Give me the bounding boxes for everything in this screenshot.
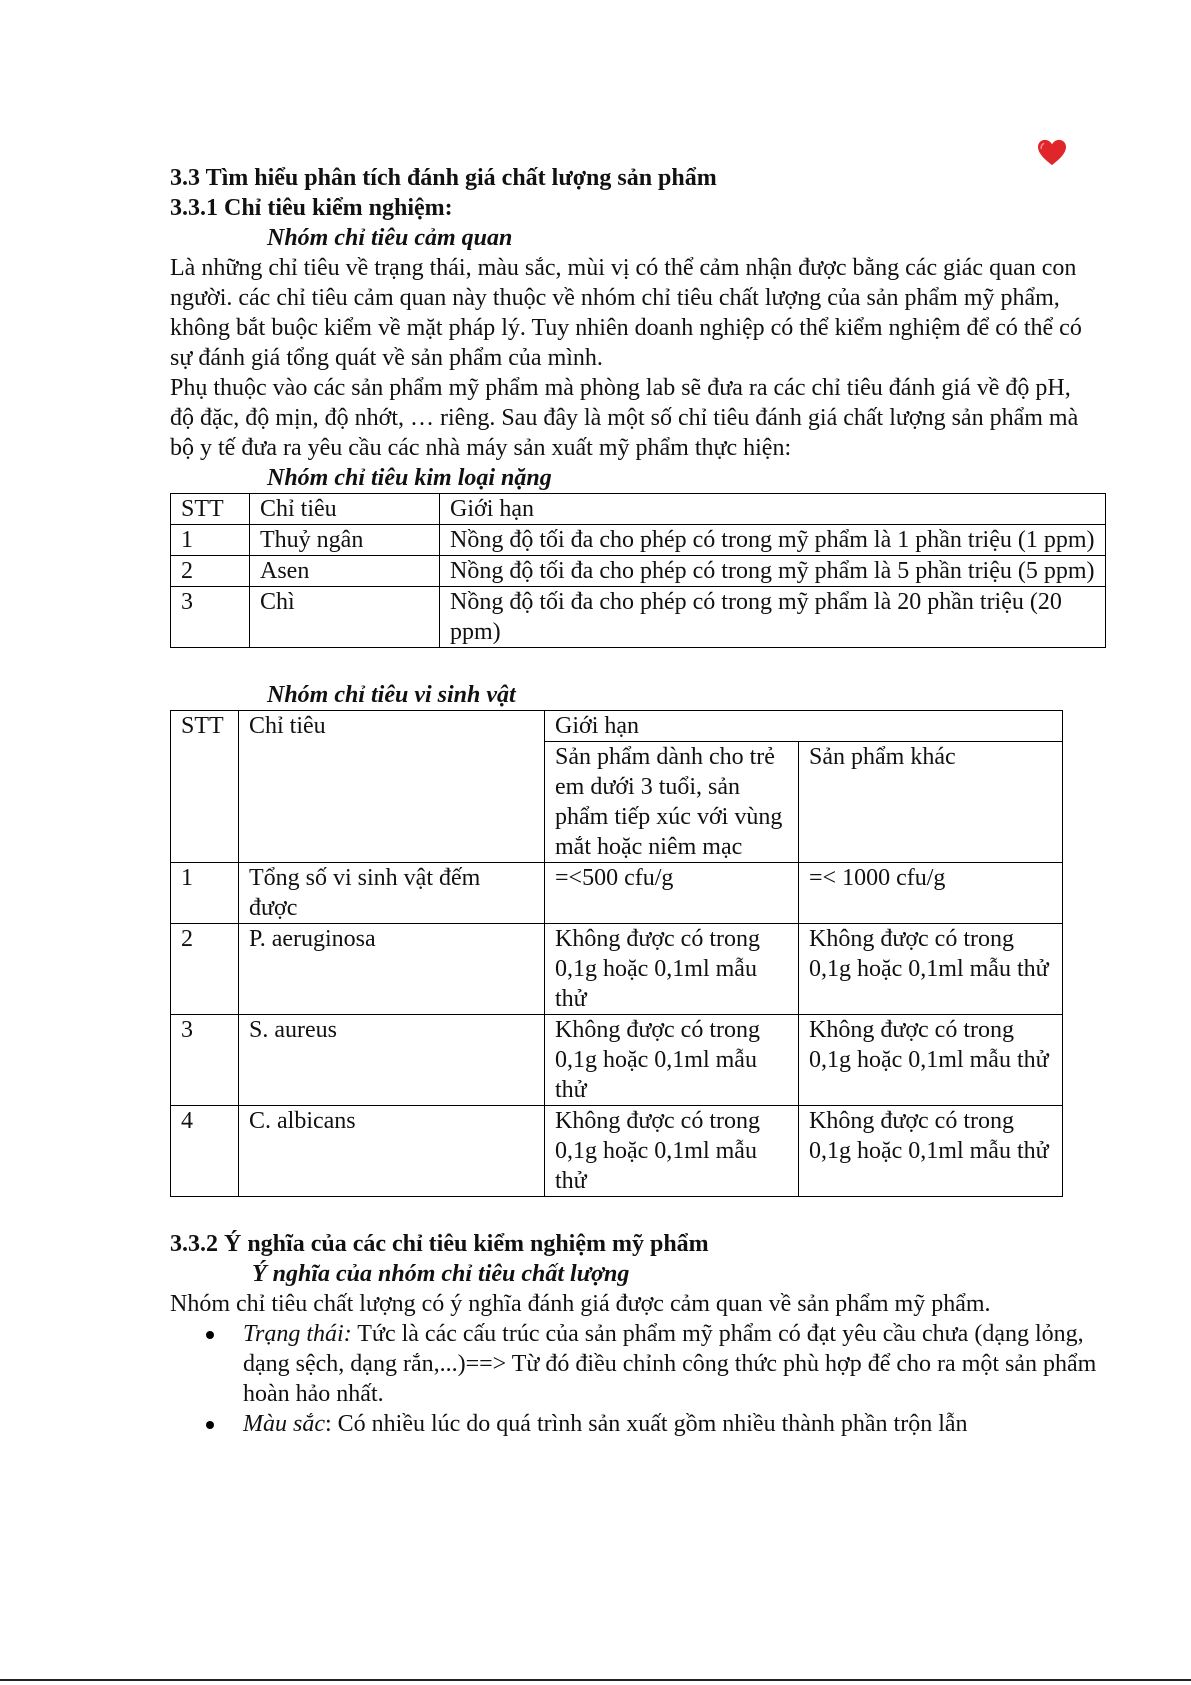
table-cell: 3 <box>171 1015 239 1106</box>
subsection-heading: 3.3.2 Ý nghĩa của các chỉ tiêu kiểm nghiệm mỹ phẩm <box>170 1231 709 1257</box>
table-cell: Không được có trong 0,1g hoặc 0,1ml mẫu thử <box>799 924 1063 1015</box>
table-cell: Không được có trong 0,1g hoặc 0,1ml mẫu thử <box>545 1106 799 1197</box>
table-header-cell: STT <box>171 711 239 863</box>
table-cell: Không được có trong 0,1g hoặc 0,1ml mẫu thử <box>799 1106 1063 1197</box>
table-row <box>171 587 1106 648</box>
table-header-cell: Chỉ tiêu <box>250 494 440 525</box>
microbe-table <box>170 710 1063 1197</box>
bullet-list <box>170 1319 1100 1439</box>
table-cell: Không được có trong 0,1g hoặc 0,1ml mẫu thử <box>545 1015 799 1106</box>
list-item <box>170 1319 1100 1409</box>
table-cell: Chì <box>250 587 440 648</box>
section-heading: 3.3 Tìm hiểu phân tích đánh giá chất lượng sản phẩm <box>170 165 717 191</box>
table-row <box>171 863 1063 924</box>
table-cell: Nồng độ tối đa cho phép có trong mỹ phẩm là 5 phần triệu (5 ppm) <box>440 556 1106 587</box>
table-header-cell: Sản phẩm khác <box>799 742 1063 863</box>
table-header-row <box>171 494 1106 525</box>
table-cell: =< 1000 cfu/g <box>799 863 1063 924</box>
table-cell: 2 <box>171 556 250 587</box>
table-row <box>171 525 1106 556</box>
bullet-icon <box>206 1331 214 1339</box>
group-title-meaning: Ý nghĩa của nhóm chỉ tiêu chất lượng <box>252 1261 630 1287</box>
document-page <box>170 163 1100 1439</box>
table-cell: Không được có trong 0,1g hoặc 0,1ml mẫu thử <box>799 1015 1063 1106</box>
group-title-heavy-metals: Nhóm chỉ tiêu kim loại nặng <box>267 465 552 491</box>
table-cell: =<500 cfu/g <box>545 863 799 924</box>
heavy-metals-table <box>170 493 1106 648</box>
table-row <box>171 1015 1063 1106</box>
page-bottom-divider <box>0 1679 1191 1681</box>
table-row <box>171 1106 1063 1197</box>
table-cell: Asen <box>250 556 440 587</box>
table-header-cell: STT <box>171 494 250 525</box>
list-item-term: Trạng thái: <box>243 1321 352 1347</box>
table-cell: Thuỷ ngân <box>250 525 440 556</box>
table-header-cell: Giới hạn <box>545 711 1063 742</box>
group-title-sensory: Nhóm chỉ tiêu cảm quan <box>267 225 513 251</box>
table-row <box>171 556 1106 587</box>
table-header-cell: Sản phẩm dành cho trẻ em dưới 3 tuổi, sản phẩm tiếp xúc với vùng mắt hoặc niêm mạc <box>545 742 799 863</box>
table-cell: 1 <box>171 863 239 924</box>
table-cell: 2 <box>171 924 239 1015</box>
table-cell: 4 <box>171 1106 239 1197</box>
paragraph: Nhóm chỉ tiêu chất lượng có ý nghĩa đánh giá được cảm quan về sản phẩm mỹ phẩm. <box>170 1291 991 1317</box>
table-cell: S. aureus <box>239 1015 545 1106</box>
paragraph: Phụ thuộc vào các sản phẩm mỹ phẩm mà phòng lab sẽ đưa ra các chỉ tiêu đánh giá về độ pH, độ đặc, độ mịn, độ nhớt, … riêng. Sau đây là một số chỉ tiêu đánh giá chất lượng sản phẩm mà bộ y tế đưa ra yêu cầu các nhà máy sản xuất mỹ phẩm thực hiện: <box>170 375 1079 461</box>
table-header-cell: Giới hạn <box>440 494 1106 525</box>
table-cell: 3 <box>171 587 250 648</box>
table-cell: Tổng số vi sinh vật đếm được <box>239 863 545 924</box>
table-cell: C. albicans <box>239 1106 545 1197</box>
table-cell: P. aeruginosa <box>239 924 545 1015</box>
table-cell: Nồng độ tối đa cho phép có trong mỹ phẩm là 20 phần triệu (20 ppm) <box>440 587 1106 648</box>
bullet-icon <box>206 1421 214 1429</box>
table-row <box>171 924 1063 1015</box>
table-cell: Không được có trong 0,1g hoặc 0,1ml mẫu thử <box>545 924 799 1015</box>
subsection-heading: 3.3.1 Chỉ tiêu kiểm nghiệm: <box>170 195 453 221</box>
table-header-cell: Chỉ tiêu <box>239 711 545 863</box>
table-cell: 1 <box>171 525 250 556</box>
table-cell: Nồng độ tối đa cho phép có trong mỹ phẩm là 1 phần triệu (1 ppm) <box>440 525 1106 556</box>
group-title-microbe: Nhóm chỉ tiêu vi sinh vật <box>267 682 516 708</box>
list-item-text: Tức là các cấu trúc của sản phẩm mỹ phẩm có đạt yêu cầu chưa (dạng lỏng, dạng sệch, dạng rắn,...)==> Từ đó điều chỉnh công thức phù hợp để cho ra một sản phẩm hoàn hảo nhất. <box>243 1321 1097 1407</box>
table-header-row <box>171 711 1063 742</box>
list-item <box>170 1409 1100 1439</box>
paragraph: Là những chỉ tiêu về trạng thái, màu sắc, mùi vị có thể cảm nhận được bằng các giác quan con người. các chỉ tiêu cảm quan này thuộc về nhóm chỉ tiêu chất lượng của sản phẩm mỹ phẩm, không bắt buộc kiểm về mặt pháp lý. Tuy nhiên doanh nghiệp có thể kiểm nghiệm để có thể có sự đánh giá tổng quát về sản phẩm của mình. <box>170 255 1082 371</box>
list-item-term: Màu sắc <box>243 1411 325 1437</box>
list-item-text: : Có nhiều lúc do quá trình sản xuất gồm nhiều thành phần trộn lẫn <box>324 1411 968 1437</box>
